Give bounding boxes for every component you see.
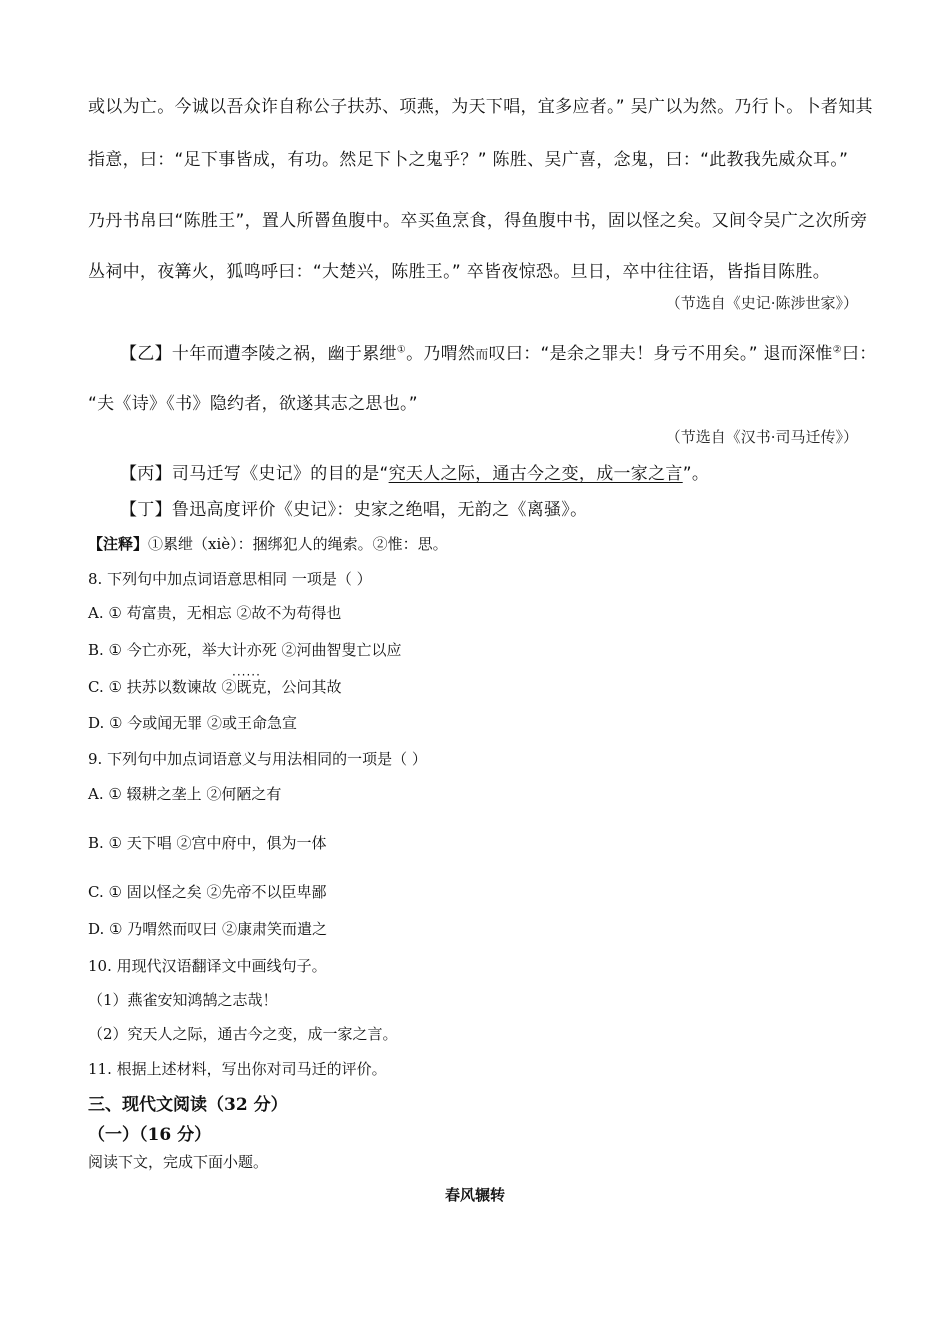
passage-ding: 【丁】鲁迅高度评价《史记》：史家之绝唱，无韵之《离骚》。: [120, 500, 588, 520]
footnote-1-marker: ①: [396, 344, 407, 356]
passage-jia-line-3: 乃丹书帛曰“陈胜王”，置人所罾鱼腹中。卒买鱼烹食，得鱼腹中书，固以怪之矣。又间令吴广之次所旁: [88, 211, 868, 231]
section-3-subtitle: （一）（16 分）: [88, 1125, 212, 1145]
annotation-label: 【注释】: [88, 535, 149, 553]
passage-yi-text-c: 叹曰：“是余之罪夫！身亏不用矣。” 退而深惟: [488, 344, 833, 364]
question-11-stem: 11. 根据上述材料，写出你对司马迁的评价。: [88, 1060, 387, 1078]
section-3-instruction: 阅读下文，完成下面小题。: [88, 1153, 269, 1171]
passage-bing-underlined: 究天人之际，通古今之变，成一家之言: [388, 464, 683, 484]
passage-bing-prefix: 【丙】司马迁写《史记》的目的是“: [120, 464, 389, 484]
passage-bing-suffix: ”。: [682, 464, 710, 484]
question-8-option-c: C. ① 扶苏以数谏故 ②既克，公问其故: [88, 678, 342, 696]
passage-yi-line-1: [120, 339, 877, 364]
section-3-title: 三、现代文阅读（32 分）: [88, 1095, 288, 1115]
article-title: 春风辗转: [444, 1186, 505, 1204]
question-9-option-d: D. ① 乃喟然而叹曰 ②康肃笑而遣之: [88, 920, 328, 938]
passage-yi-line-2: “夫《诗》《书》隐约者，欲遂其志之思也。”: [88, 394, 418, 414]
footnote-2-marker: ②: [832, 344, 842, 356]
question-9-option-b: B. ① 天下唱 ②宫中府中，俱为一体: [88, 834, 327, 852]
question-10-stem: 10. 用现代汉语翻译文中画线句子。: [88, 957, 327, 975]
passage-jia-source: （节选自《史记·陈涉世家》）: [665, 294, 858, 312]
question-8-option-d: D. ① 今或闻无罪 ②或王命急宣: [88, 714, 298, 732]
question-9-stem: 9. 下列句中加点词语意义与用法相同的一项是（ ）: [88, 750, 427, 768]
question-8-option-a: A. ① 苟富贵，无相忘 ②故不为苟得也: [88, 604, 342, 622]
annotation: [88, 533, 448, 554]
passage-jia-line-1: 或以为亡。今诚以吾众诈自称公子扶苏、项燕，为天下唱，宜多应者。” 吴广以为然。乃行卜。卜者知其: [88, 97, 873, 117]
passage-jia-line-4: 丛祠中，夜篝火，狐鸣呼曰：“大楚兴，陈胜王。” 卒皆夜惊恐。旦日，卒中往往语，皆指目陈胜。: [88, 262, 831, 282]
annotation-text: ①累绁（xiè）：捆绑犯人的绳索。②惟：思。: [148, 535, 448, 553]
question-8-option-b: B. ① 今亡亦死，举大计亦死 ②河曲智叟亡以应: [88, 641, 402, 659]
question-10-item-2: （2）究天人之际，通古今之变，成一家之言。: [88, 1025, 398, 1043]
question-9-option-a: A. ① 辍耕之垄上 ②何陋之有: [88, 785, 282, 803]
passage-yi-text-d: 曰：: [841, 344, 877, 364]
passage-yi-text-b: 。乃喟然: [406, 344, 476, 364]
question-10-item-1: （1）燕雀安知鸿鹄之志哉！: [88, 991, 278, 1009]
emphasis-dots: ······: [232, 668, 261, 682]
question-8-stem: 8. 下列句中加点词语意思相同 一项是（ ）: [88, 570, 372, 588]
passage-bing: [120, 459, 709, 484]
passage-yi-text-a: 【乙】十年而遭李陵之祸，幽于累绁: [120, 344, 397, 364]
question-9-option-c: C. ① 固以怪之矣 ②先帝不以臣卑鄙: [88, 883, 327, 901]
passage-yi-er: 而: [475, 348, 489, 363]
passage-yi-source: （节选自《汉书·司马迁传》）: [665, 428, 858, 446]
passage-jia-line-2: 指意，曰：“足下事皆成，有功。然足下卜之鬼乎？” 陈胜、吴广喜，念鬼，曰：“此教我先威众耳。”: [88, 150, 849, 170]
